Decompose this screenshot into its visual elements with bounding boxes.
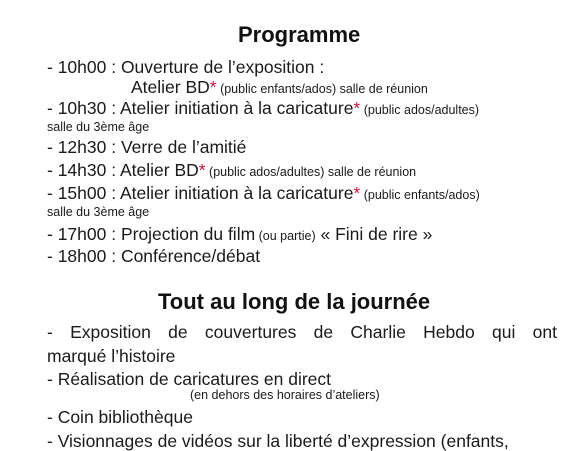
item-note: (ou partie) [255, 229, 316, 243]
item-text: - 14h30 : Atelier BD [47, 160, 199, 180]
journee-item-exposition-cont: marqué l’histoire [47, 346, 176, 366]
programme-item-1000 [47, 57, 324, 77]
asterisk-mark: * [353, 98, 361, 118]
journee-item-caricatures: - Réalisation de caricatures en direct [47, 369, 332, 389]
journee-item-videos: - Visionnages de vidéos sur la liberté d’expression (enfants, [47, 431, 509, 451]
asterisk-mark: * [353, 183, 361, 203]
asterisk-mark: * [209, 77, 217, 97]
item-text: - 10h00 : Ouverture de l’exposition : [47, 57, 325, 77]
programme-title: Programme [238, 22, 361, 47]
item-text: Atelier BD [131, 77, 210, 97]
item-text: - 17h00 : Projection du film [47, 224, 256, 244]
programme-item-atelier-bd [131, 77, 428, 99]
item-text: - 10h30 : Atelier initiation à la caricature [47, 98, 354, 118]
item-audience: (public enfants/ados) [360, 188, 480, 202]
programme-item-1700 [47, 224, 432, 246]
programme-item-location: salle du 3ème âge [47, 205, 150, 219]
journee-item-caricatures-note: (en dehors des horaires d’ateliers) [190, 388, 380, 402]
asterisk-mark: * [198, 160, 206, 180]
programme-item-1430 [47, 160, 416, 182]
programme-item-1230 [47, 137, 246, 157]
journee-item-exposition: - Exposition de couvertures de Charlie Hebdo qui ont [47, 322, 557, 342]
item-text: - 12h30 : Verre de l’amitié [47, 137, 247, 157]
programme-item-1030 [47, 98, 479, 120]
programme-item-1800 [47, 246, 260, 266]
item-text: - 18h00 : Conférence/débat [47, 246, 261, 266]
item-text: - 15h00 : Atelier initiation à la caricature [47, 183, 354, 203]
journee-item-bibliotheque: - Coin bibliothèque [47, 407, 193, 427]
programme-item-location: salle du 3ème âge [47, 120, 150, 134]
item-audience: (public enfants/ados) [216, 82, 337, 96]
item-location: salle de réunion [336, 82, 428, 96]
item-audience: (public ados/adultes) salle de réunion [205, 165, 417, 179]
journee-title: Tout au long de la journée [158, 289, 431, 314]
item-audience: (public ados/adultes) [360, 103, 480, 117]
programme-item-1500 [47, 183, 480, 205]
film-title: « Fini de rire » [315, 224, 433, 244]
